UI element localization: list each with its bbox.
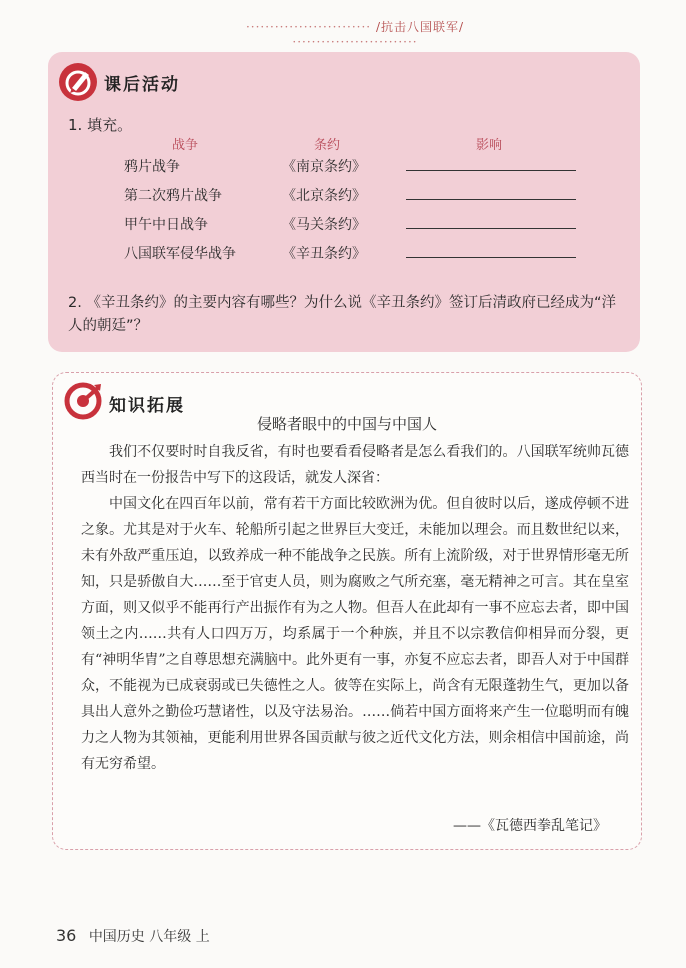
page-footer	[56, 926, 210, 946]
answer-blank	[406, 257, 576, 258]
treaty-name: 《辛丑条约》	[282, 246, 366, 262]
activity-section	[48, 52, 640, 352]
column-header-impact: 影响	[476, 138, 503, 153]
book-title: 中国历史 八年级 上	[88, 929, 210, 945]
column-header-war: 战争	[172, 138, 199, 153]
article-intro: 我们不仅要时时自我反省，有时也要看看侵略者是怎么看我们的。八国联军统帅瓦德西当时在一份报告中写下的这段话，就发人深省：	[81, 444, 629, 486]
running-header	[190, 18, 520, 49]
article-body	[81, 439, 629, 777]
header-dots-left: ··························	[245, 20, 372, 34]
answer-blank	[406, 228, 576, 229]
article-subtitle: 侵略者眼中的中国与中国人	[256, 415, 437, 433]
fill-row	[48, 243, 640, 269]
knowledge-title: 知识拓展	[109, 396, 185, 416]
header-title: /抗击八国联军/	[375, 20, 465, 34]
treaty-name: 《南京条约》	[282, 159, 366, 175]
treaty-name: 《北京条约》	[282, 188, 366, 204]
answer-blank	[406, 199, 576, 200]
activity-pencil-icon	[58, 62, 98, 102]
article-source: ——《瓦德西拳乱笔记》	[453, 818, 607, 834]
war-name: 甲午中日战争	[124, 217, 208, 233]
page-number: 36	[56, 926, 77, 945]
article-quote: 中国文化在四百年以前，常有若干方面比较欧洲为优。但自彼时以后，遂成停顿不进之象。尤其是对于火车、轮船所引起之世界巨大变迁，未能加以理会。而且数世纪以来，未有外敌严重压迫，以致养成一种不能战争之民族。所有上流阶级，对于世界情形毫无所知，只是骄傲自大……至于官吏人员，则为腐败之气所充塞，毫无精神之可言。其在皇室方面，则又似乎不能再行产出振作有为之人物。但吾人在此却有一事不应忘去者，即中国领土之内……共有人口四万万，均系属于一个种族，并且不以宗教信仰相异而分裂，更有“神明华胄”之自尊思想充满脑中。此外更有一事，亦复不应忘去者，即吾人对于中国群众，不能视为已成衰弱或已失德性之人。彼等在实际上，尚含有无限蓬勃生气，更加以备具出人意外之勤俭巧慧诸性，以及守法易治。……倘若中国方面将来产生一位聪明而有魄力之人物为其领袖，更能利用世界各国贡献与彼之近代文化方法，则余相信中国前途，尚有无穷希望。	[81, 496, 629, 772]
knowledge-section	[52, 372, 642, 850]
column-header-treaty: 条约	[314, 138, 341, 153]
fill-row	[48, 185, 640, 211]
war-name: 鸦片战争	[124, 159, 180, 175]
question-2: 2. 《辛丑条约》的主要内容有哪些？为什么说《辛丑条约》签订后清政府已经成为“洋人的朝廷”？	[68, 295, 616, 334]
activity-title: 课后活动	[104, 75, 180, 95]
war-name: 八国联军侵华战争	[124, 246, 236, 262]
question-1: 1. 填充。	[68, 116, 133, 134]
fill-row	[48, 156, 640, 182]
answer-blank	[406, 170, 576, 171]
header-dots-right: ··························	[292, 35, 418, 49]
treaty-name: 《马关条约》	[282, 217, 366, 233]
fill-row	[48, 214, 640, 240]
war-name: 第二次鸦片战争	[124, 188, 222, 204]
